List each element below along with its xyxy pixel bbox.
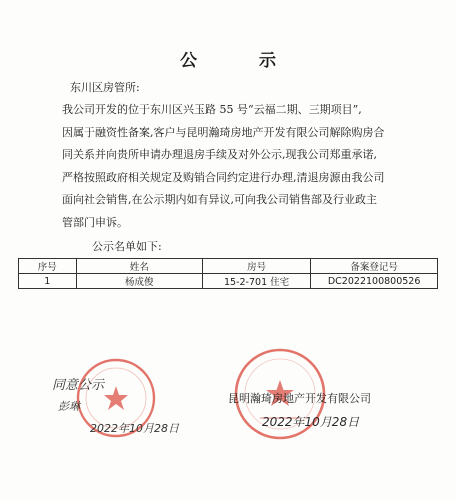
document-title: 公 示 — [180, 51, 304, 71]
body-line: 严格按照政府相关规定及购销合同约定进行办理,清退房源由我公司 — [62, 170, 385, 184]
body-line: 我公司开发的位于东川区兴玉路 55 号“云福二期、三期项目”, — [62, 103, 362, 116]
body-line: 管部门申诉。 — [62, 215, 128, 229]
body-line: 同关系并向贵所申请办理退房手续及对外公示,现我公司郑重承诺, — [62, 148, 377, 161]
header-name: 姓名 — [76, 259, 202, 274]
body-line: 面向社会销售,在公示期内如有异议,可向我公司销售部及行业政主 — [62, 193, 377, 206]
table-row — [19, 274, 438, 289]
header-record-no: 备案登记号 — [311, 259, 438, 274]
issue-date: 2022年10月28日 — [262, 415, 360, 429]
notice-table — [18, 258, 438, 289]
cell-record-no: DC2022100800526 — [311, 274, 438, 289]
body-line: 因属于融资性备案,客户与昆明瀚琦房地产开发有限公司解除购房合 — [62, 125, 385, 139]
cell-room: 15-2-701 住宅 — [202, 274, 310, 289]
header-room: 房号 — [202, 259, 310, 274]
list-heading: 公示名单如下: — [92, 240, 162, 253]
signature-date: 2022年10月28日 — [90, 422, 179, 435]
table-header-row — [19, 259, 438, 274]
body-paragraph — [62, 99, 392, 234]
cell-name: 杨成俊 — [76, 274, 202, 289]
signature-name: 彭琳 — [58, 400, 80, 413]
company-name: 昆明瀚琦房地产开发有限公司 — [228, 392, 371, 405]
cell-seq: 1 — [19, 274, 77, 289]
signature-approval: 同意公示 — [52, 378, 105, 393]
header-seq: 序号 — [19, 259, 77, 274]
recipient: 东川区房管所: — [70, 81, 140, 94]
